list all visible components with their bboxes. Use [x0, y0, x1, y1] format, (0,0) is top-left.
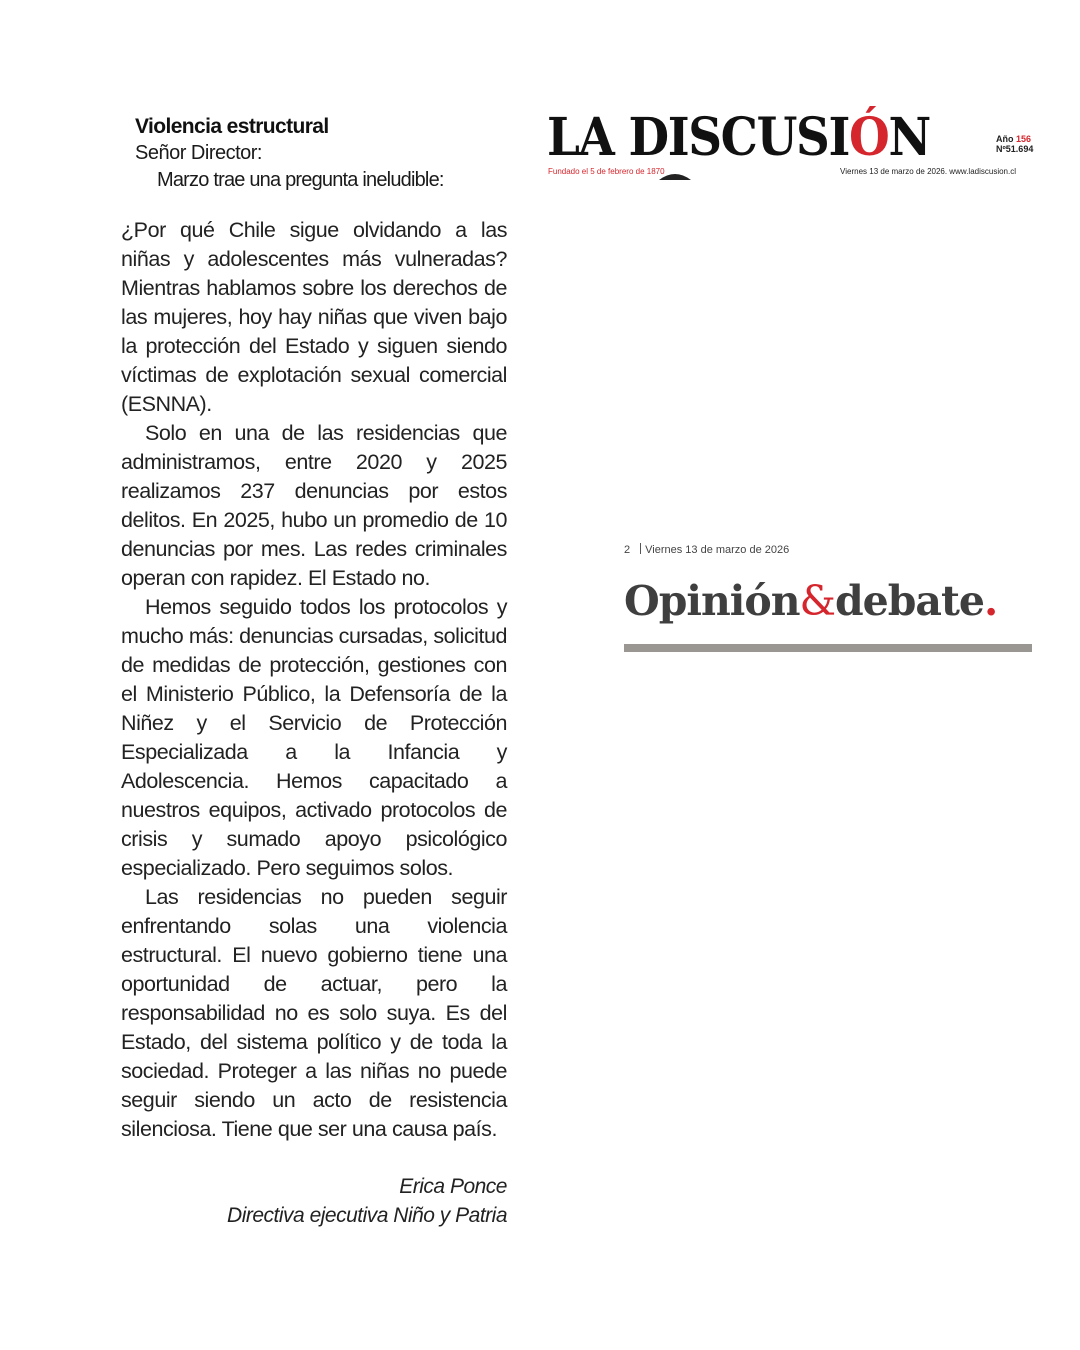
section-header [624, 540, 1032, 652]
issue-value: 51.694 [1005, 144, 1034, 154]
meta-divider [640, 543, 641, 554]
newspaper-logo [547, 108, 930, 168]
section-title-dot: . [984, 577, 998, 625]
letter-body [121, 216, 507, 1144]
section-title-opinion: Opinión [624, 577, 800, 625]
section-rule [624, 644, 1032, 652]
letter-paragraph: ¿Por qué Chile sigue olvidando a las niñas y adolescentes más vulneradas? Mientras hablamos sobre los derechos de las mujeres, hoy hay niñas que viven bajo la protección del Estado y siguen siendo víctimas de explotación sexual comercial (ESNNA). [121, 218, 507, 416]
signature-role: Directiva ejecutiva Niño y Patria [227, 1204, 507, 1227]
letter-salutation: Señor Director: [135, 142, 262, 164]
letter-paragraph: Las residencias no pueden seguir enfrentando solas una violencia estructural. El nuevo gobierno tiene una oportunidad de actuar, pero la responsabilidad no es solo suya. Es del Estado, del sistema político y de toda la sociedad. Proteger a las niñas no puede seguir siendo un acto de resistencia silenciosa. Tiene que ser una causa país. [121, 885, 507, 1141]
section-title-ampersand: & [799, 577, 835, 625]
section-title [624, 576, 1032, 626]
year-label: Año [996, 134, 1014, 144]
section-date: Viernes 13 de marzo de 2026 [645, 544, 790, 556]
signature-name: Erica Ponce [399, 1175, 507, 1198]
letter-signature [121, 1172, 507, 1230]
letter-headline: Violencia estructural [135, 115, 329, 138]
logo-text-end: N [888, 107, 930, 168]
founded-note: Fundado el 5 de febrero de 1870 [548, 167, 665, 176]
letter-intro: Marzo trae una pregunta ineludible: [157, 169, 444, 191]
section-title-debate: debate [835, 577, 985, 625]
letter-paragraph: Solo en una de las residencias que administramos, entre 2020 y 2025 realizamos 237 denuncias por estos delitos. En 2025, hubo un promedio de 10 denuncias por mes. Las redes criminales operan con rapidez. El Estado no. [121, 421, 507, 590]
newspaper-masthead [547, 108, 1032, 178]
logo-accent-letter: Ó [849, 107, 889, 168]
logo-text-start: LA DISCUSI [547, 107, 850, 168]
year-value: 156 [1016, 134, 1032, 144]
issue-label: Nº [996, 144, 1006, 154]
page-number: 2 [624, 544, 631, 556]
masthead-dateline: Viernes 13 de marzo de 2026. www.ladiscusion.cl [840, 167, 1016, 176]
letter-column [121, 113, 507, 1230]
section-meta [624, 540, 1032, 560]
issue-info [996, 134, 1033, 154]
letter-paragraph: Hemos seguido todos los protocolos y mucho más: denuncias cursadas, solicitud de medidas de protección, gestiones con el Ministerio Público, la Defensoría de la Niñez y el Servicio de Protección Especializada a la Infancia y Adolescencia. Hemos capacitado a nuestros equipos, activado protocolos de crisis y sumado apoyo psicológico especializado. Pero seguimos solos. [121, 595, 507, 880]
